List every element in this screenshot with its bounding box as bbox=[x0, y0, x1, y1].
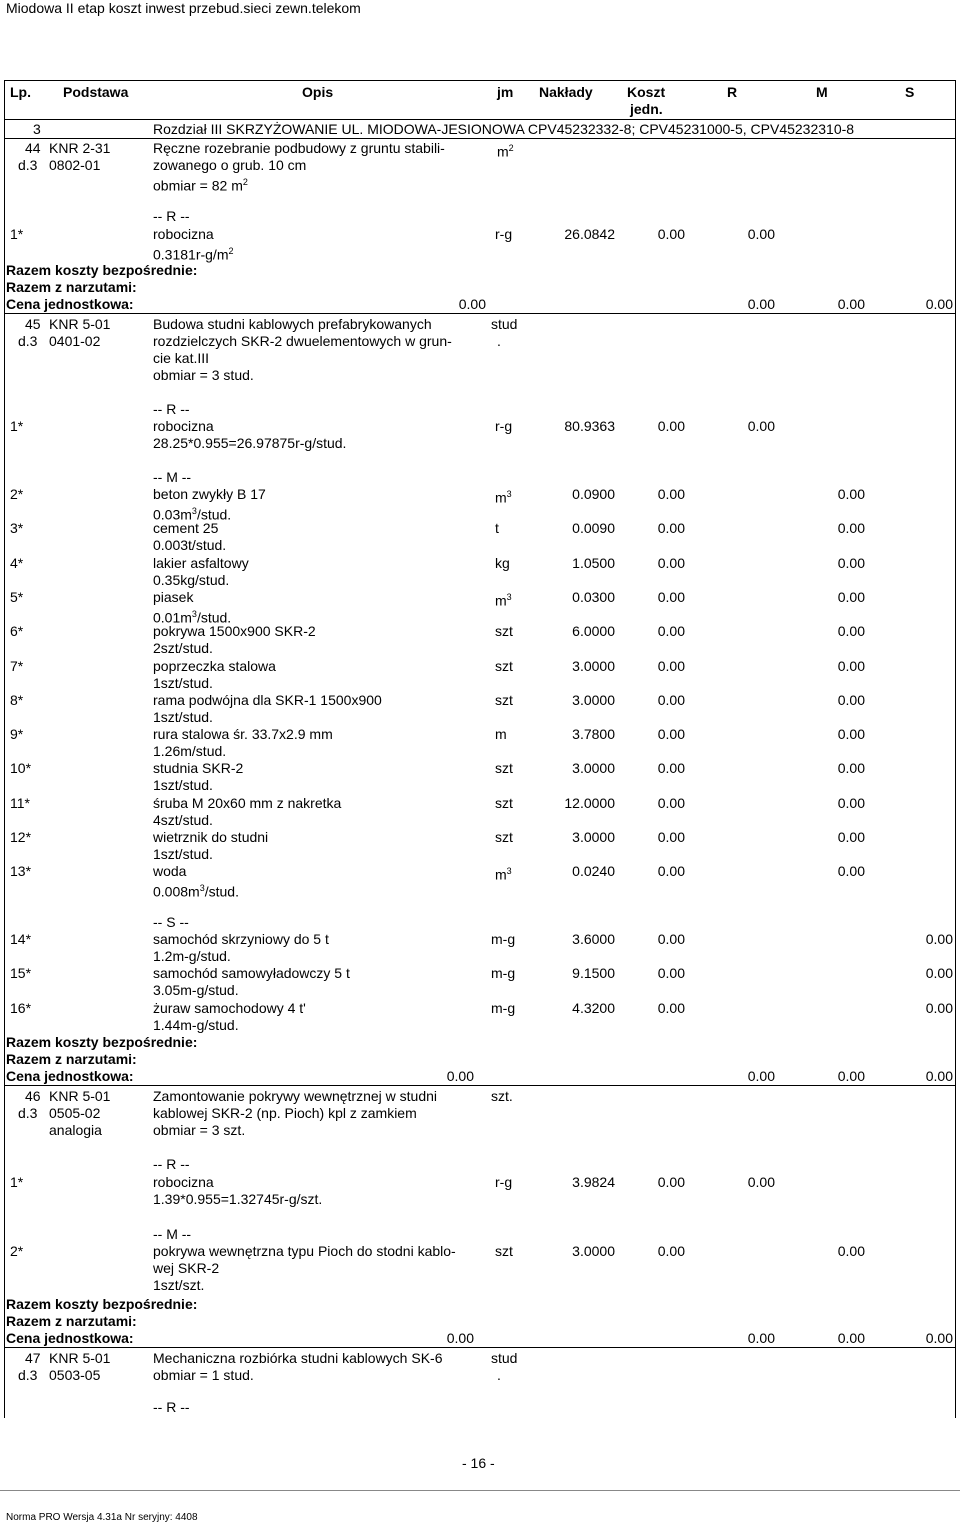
item-desc-line1: Ręczne rozebranie podbudowy z gruntu stabili- bbox=[153, 140, 445, 156]
summary-unit-price: Cena jednostkowa: bbox=[6, 1068, 134, 1084]
resource-price: 0.00 bbox=[657, 588, 685, 605]
item-desc-line1: Budowa studni kablowych prefabrykowanych bbox=[153, 316, 432, 332]
resource-qty: 3.0000 bbox=[572, 1243, 615, 1259]
unit-price-r: 0.00 bbox=[747, 1330, 775, 1346]
resource-qty: 3.0000 bbox=[572, 760, 615, 777]
resource-norm: 1.26m/stud. bbox=[153, 743, 227, 760]
resource-price: 0.00 bbox=[657, 657, 685, 674]
footer-software: Norma PRO Wersja 4.31a Nr seryjny: 4408 bbox=[6, 1512, 198, 1523]
resource-price: 0.00 bbox=[657, 486, 685, 502]
resource-qty: 12.0000 bbox=[564, 794, 615, 811]
resource-value: 0.00 bbox=[837, 520, 865, 537]
resource-qty: 9.1500 bbox=[572, 965, 615, 982]
resource-norm: 4szt/stud. bbox=[153, 811, 213, 828]
resource-value: 0.00 bbox=[837, 554, 865, 571]
resource-value: 0.00 bbox=[837, 623, 865, 640]
resource-norm: 28.25*0.955=26.97875r-g/stud. bbox=[153, 435, 347, 451]
item-separator bbox=[4, 1085, 956, 1086]
resource-norm: $0.03m^3$/stud. bbox=[153, 506, 232, 523]
resource-number: 12* bbox=[10, 829, 32, 845]
resource-value: 0.00 bbox=[925, 931, 953, 947]
header-lp: Lp. bbox=[10, 84, 31, 100]
item-knr: KNR 5-01 bbox=[49, 1350, 111, 1366]
resource-jm: $m^3$ bbox=[495, 591, 512, 609]
resource-price: 0.00 bbox=[657, 829, 685, 845]
resource-name-line2: wej SKR-2 bbox=[153, 1260, 220, 1276]
resource-name: robocizna bbox=[153, 418, 214, 434]
item-extra: analogia bbox=[49, 1122, 102, 1138]
resource-norm: 1szt/stud. bbox=[153, 674, 213, 691]
item-desc-line3: cie kat.III bbox=[153, 350, 210, 366]
resource-price: 0.00 bbox=[657, 691, 685, 708]
resource-jm: r-g bbox=[495, 226, 513, 242]
resource-qty: 3.0000 bbox=[572, 657, 615, 674]
resource-jm: m bbox=[495, 726, 507, 743]
footer-rule bbox=[0, 1490, 960, 1491]
item-jm: stud bbox=[491, 316, 518, 332]
resource-value: 0.00 bbox=[837, 726, 865, 743]
resource-norm: 1szt/stud. bbox=[153, 708, 213, 725]
item-dept: d.3 bbox=[18, 333, 38, 349]
resource-qty: 3.9824 bbox=[572, 1174, 615, 1190]
item-dept: d.3 bbox=[18, 157, 38, 173]
unit-price-s: 0.00 bbox=[925, 1068, 953, 1084]
resource-number: 11* bbox=[10, 794, 30, 811]
resource-name: robocizna bbox=[153, 1174, 214, 1190]
section-r-label: -- R -- bbox=[153, 1156, 190, 1172]
resource-price: 0.00 bbox=[657, 794, 685, 811]
resource-norm: $0.008m^3$/stud. bbox=[153, 883, 239, 900]
resource-name: piasek bbox=[153, 588, 194, 605]
resource-name: wietrznik do studni bbox=[153, 829, 269, 845]
resource-norm: 2szt/stud. bbox=[153, 640, 213, 657]
resource-norm: 1szt/stud. bbox=[153, 777, 213, 794]
resource-number: 14* bbox=[10, 931, 32, 947]
table-right-border bbox=[955, 80, 956, 1418]
section-r-label: -- R -- bbox=[153, 401, 190, 417]
summary-direct-costs: Razem koszty bezpośrednie: bbox=[6, 1296, 198, 1312]
resource-value: 0.00 bbox=[925, 965, 953, 982]
resource-value: 0.00 bbox=[925, 999, 953, 1016]
item-desc-line2: rozdzielczych SKR-2 dwuelementowych w grun- bbox=[153, 333, 452, 349]
item-knr: KNR 2-31 bbox=[49, 140, 111, 156]
unit-price-m: 0.00 bbox=[837, 1330, 865, 1346]
resource-jm: szt bbox=[495, 760, 513, 777]
chapter-number: 3 bbox=[33, 121, 41, 137]
page-number: - 16 - bbox=[462, 1455, 495, 1471]
item-obmiar: obmiar = 82 $m^2$ bbox=[153, 177, 248, 194]
resource-name: rama podwójna dla SKR-1 1500x900 bbox=[153, 691, 382, 708]
resource-name: woda bbox=[153, 863, 187, 880]
resource-price: 0.00 bbox=[657, 623, 685, 640]
resource-price: 0.00 bbox=[657, 554, 685, 571]
item-code: 0503-05 bbox=[49, 1367, 101, 1383]
resource-name: rura stalowa śr. 33.7x2.9 mm bbox=[153, 726, 333, 743]
resource-number: 3* bbox=[10, 520, 24, 537]
unit-price-total: 0.00 bbox=[446, 1330, 474, 1346]
resource-jm: kg bbox=[495, 554, 510, 571]
resource-jm: szt bbox=[495, 1243, 513, 1259]
resource-qty: 1.0500 bbox=[572, 554, 615, 571]
resource-value: 0.00 bbox=[837, 829, 865, 845]
resource-jm: szt bbox=[495, 691, 513, 708]
resource-jm: szt bbox=[495, 829, 513, 845]
item-desc-line2: zowanego o grub. 10 cm bbox=[153, 157, 307, 173]
resource-name: lakier asfaltowy bbox=[153, 554, 249, 571]
section-m-label: -- M -- bbox=[153, 1226, 192, 1242]
item-knr: KNR 5-01 bbox=[49, 316, 111, 332]
resource-qty: 0.0240 bbox=[572, 863, 615, 880]
item-separator bbox=[4, 313, 956, 314]
resource-price: 0.00 bbox=[657, 760, 685, 777]
resource-number: 5* bbox=[10, 588, 24, 605]
resource-number: 4* bbox=[10, 554, 24, 571]
section-r-label: -- R -- bbox=[153, 1399, 190, 1415]
resource-price: 0.00 bbox=[657, 965, 685, 982]
resource-qty: 0.0900 bbox=[572, 486, 615, 502]
item-jm: szt. bbox=[491, 1088, 513, 1104]
resource-number: 7* bbox=[10, 657, 24, 674]
resource-number: 1* bbox=[10, 418, 24, 434]
resource-jm: m-g bbox=[491, 965, 516, 982]
resource-price: 0.00 bbox=[657, 1174, 685, 1190]
resource-value: 0.00 bbox=[837, 760, 865, 777]
resource-value: 0.00 bbox=[747, 226, 775, 242]
resource-number: 13* bbox=[10, 863, 32, 880]
item-obmiar: obmiar = 3 stud. bbox=[153, 367, 254, 383]
resource-norm: 0.003t/stud. bbox=[153, 537, 227, 554]
resource-value: 0.00 bbox=[837, 657, 865, 674]
unit-price-m: 0.00 bbox=[837, 296, 865, 312]
unit-price-r: 0.00 bbox=[747, 296, 775, 312]
header-jedn: jedn. bbox=[630, 101, 663, 117]
item-separator bbox=[4, 1347, 956, 1348]
resource-name: żuraw samochodowy 4 t' bbox=[153, 999, 306, 1016]
item-code: 0505-02 bbox=[49, 1105, 101, 1121]
item-jm: $m^2$ bbox=[497, 143, 514, 160]
resource-qty: 3.6000 bbox=[572, 931, 615, 947]
resource-number: 2* bbox=[10, 486, 24, 502]
header-naklady: Nakłady bbox=[539, 84, 593, 100]
resource-jm: r-g bbox=[495, 1174, 513, 1190]
resource-name: cement 25 bbox=[153, 520, 219, 537]
resource-price: 0.00 bbox=[657, 1243, 685, 1259]
resource-qty: 3.0000 bbox=[572, 691, 615, 708]
resource-norm: $0.01m^3$/stud. bbox=[153, 608, 232, 626]
unit-price-m: 0.00 bbox=[837, 1068, 865, 1084]
resource-qty: 0.0300 bbox=[572, 588, 615, 605]
summary-direct-costs: Razem koszty bezpośrednie: bbox=[6, 262, 198, 278]
header-bottom-border bbox=[4, 119, 956, 120]
resource-name: pokrywa 1500x900 SKR-2 bbox=[153, 623, 316, 640]
resource-name: samochód skrzyniowy do 5 t bbox=[153, 931, 329, 947]
resource-number: 8* bbox=[10, 691, 24, 708]
resource-name: pokrywa wewnętrzna typu Pioch do stodni kablo- bbox=[153, 1243, 456, 1259]
item-number: 45 bbox=[25, 316, 41, 332]
summary-direct-costs: Razem koszty bezpośrednie: bbox=[6, 1034, 198, 1050]
resource-qty: 3.0000 bbox=[572, 829, 615, 845]
item-jm-dot: . bbox=[497, 1367, 501, 1383]
resource-jm: m-g bbox=[491, 931, 516, 947]
resource-price: 0.00 bbox=[657, 999, 685, 1016]
item-desc-line2: kablowej SKR-2 (np. Pioch) kpl z zamkiem bbox=[153, 1105, 417, 1121]
header-koszt: Koszt bbox=[627, 84, 666, 100]
resource-name: samochód samowyładowczy 5 t bbox=[153, 965, 350, 982]
resource-name: poprzeczka stalowa bbox=[153, 657, 276, 674]
header-opis: Opis bbox=[302, 84, 334, 100]
resource-value: 0.00 bbox=[837, 1243, 865, 1259]
chapter-title: Rozdział III SKRZYŻOWANIE UL. MIODOWA-JESIONOWA CPV45232332-8; CPV45231000-5, CPV45232310-8 bbox=[153, 121, 855, 137]
resource-number: 9* bbox=[10, 726, 24, 743]
unit-price-s: 0.00 bbox=[925, 296, 953, 312]
item-jm-dot: . bbox=[497, 333, 501, 349]
item-obmiar: obmiar = 1 stud. bbox=[153, 1367, 254, 1383]
header-m: M bbox=[816, 84, 828, 100]
resource-norm: 1.2m-g/stud. bbox=[153, 948, 231, 964]
resource-norm: 1.44m-g/stud. bbox=[153, 1016, 239, 1033]
header-r: R bbox=[727, 84, 738, 100]
resource-value: 0.00 bbox=[747, 1174, 775, 1190]
resource-jm: $m^3$ bbox=[495, 866, 512, 883]
resource-name: robocizna bbox=[153, 226, 214, 242]
resource-value: 0.00 bbox=[837, 794, 865, 811]
item-desc-line1: Mechaniczna rozbiórka studni kablowych SK-6 bbox=[153, 1350, 443, 1366]
summary-unit-price: Cena jednostkowa: bbox=[6, 1330, 134, 1346]
resource-number: 15* bbox=[10, 965, 32, 982]
resource-number: 6* bbox=[10, 623, 24, 640]
item-dept: d.3 bbox=[18, 1367, 38, 1383]
header-podstawa: Podstawa bbox=[63, 84, 129, 100]
resource-qty: 0.0090 bbox=[572, 520, 615, 537]
unit-price-total: 0.00 bbox=[446, 1068, 474, 1084]
resource-number: 10* bbox=[10, 760, 32, 777]
resource-qty: 80.9363 bbox=[564, 418, 615, 434]
table-top-border bbox=[4, 80, 956, 81]
unit-price-r: 0.00 bbox=[747, 1068, 775, 1084]
item-obmiar: obmiar = 3 szt. bbox=[153, 1122, 246, 1138]
unit-price-s: 0.00 bbox=[925, 1330, 953, 1346]
resource-jm: r-g bbox=[495, 418, 513, 434]
section-r-label: -- R -- bbox=[153, 208, 190, 224]
item-knr: KNR 5-01 bbox=[49, 1088, 111, 1104]
resource-qty: 3.7800 bbox=[572, 726, 615, 743]
resource-jm: szt bbox=[495, 623, 513, 640]
document-title: Miodowa II etap koszt inwest przebud.sieci zewn.telekom bbox=[6, 0, 361, 16]
resource-norm: 1szt/szt. bbox=[153, 1277, 205, 1293]
resource-price: 0.00 bbox=[657, 726, 685, 743]
resource-number: 16* bbox=[10, 999, 32, 1016]
resource-price: 0.00 bbox=[657, 520, 685, 537]
resource-norm: $0.3181r-g/m^2$ bbox=[153, 246, 234, 263]
item-code: 0802-01 bbox=[49, 157, 101, 173]
chapter-border bbox=[4, 138, 956, 139]
resource-name: śruba M 20x60 mm z nakretka bbox=[153, 794, 342, 811]
resource-price: 0.00 bbox=[657, 418, 685, 434]
resource-price: 0.00 bbox=[657, 863, 685, 880]
resource-price: 0.00 bbox=[657, 931, 685, 947]
resource-price: 0.00 bbox=[657, 226, 685, 242]
unit-price-total: 0.00 bbox=[458, 296, 486, 312]
header-jm: jm bbox=[497, 84, 514, 100]
resource-norm: 3.05m-g/stud. bbox=[153, 982, 239, 999]
resource-number: 2* bbox=[10, 1243, 24, 1259]
resource-qty: 26.0842 bbox=[564, 226, 615, 242]
table-left-border bbox=[4, 80, 5, 1418]
resource-value: 0.00 bbox=[837, 588, 865, 605]
resource-norm: 1szt/stud. bbox=[153, 846, 213, 862]
summary-with-overheads: Razem z narzutami: bbox=[6, 279, 137, 295]
resource-qty: 4.3200 bbox=[572, 999, 615, 1016]
item-dept: d.3 bbox=[18, 1105, 38, 1121]
item-number: 46 bbox=[25, 1088, 41, 1104]
resource-jm: m-g bbox=[491, 999, 516, 1016]
resource-value: 0.00 bbox=[837, 863, 865, 880]
resource-jm: szt bbox=[495, 794, 513, 811]
header-s: S bbox=[905, 84, 915, 100]
resource-name: studnia SKR-2 bbox=[153, 760, 244, 777]
summary-unit-price: Cena jednostkowa: bbox=[6, 296, 134, 312]
item-desc-line1: Zamontowanie pokrywy wewnętrznej w studni bbox=[153, 1088, 438, 1104]
resource-jm: szt bbox=[495, 657, 513, 674]
resource-value: 0.00 bbox=[747, 418, 775, 434]
resource-value: 0.00 bbox=[837, 691, 865, 708]
resource-norm: 1.39*0.955=1.32745r-g/szt. bbox=[153, 1191, 323, 1207]
item-jm: stud bbox=[491, 1350, 518, 1366]
summary-with-overheads: Razem z narzutami: bbox=[6, 1313, 137, 1329]
item-number: 47 bbox=[25, 1350, 41, 1366]
resource-qty: 6.0000 bbox=[572, 623, 615, 640]
section-m-label: -- M -- bbox=[153, 469, 192, 485]
resource-jm: $m^3$ bbox=[495, 489, 512, 506]
section-s-label: -- S -- bbox=[153, 914, 189, 930]
item-code: 0401-02 bbox=[49, 333, 101, 349]
resource-name: beton zwykły B 17 bbox=[153, 486, 266, 502]
summary-with-overheads: Razem z narzutami: bbox=[6, 1051, 137, 1067]
resource-number: 1* bbox=[10, 1174, 24, 1190]
resource-value: 0.00 bbox=[837, 486, 865, 502]
resource-jm: t bbox=[495, 520, 499, 537]
resource-number: 1* bbox=[10, 226, 24, 242]
resource-norm: 0.35kg/stud. bbox=[153, 571, 230, 588]
item-number: 44 bbox=[25, 140, 41, 156]
